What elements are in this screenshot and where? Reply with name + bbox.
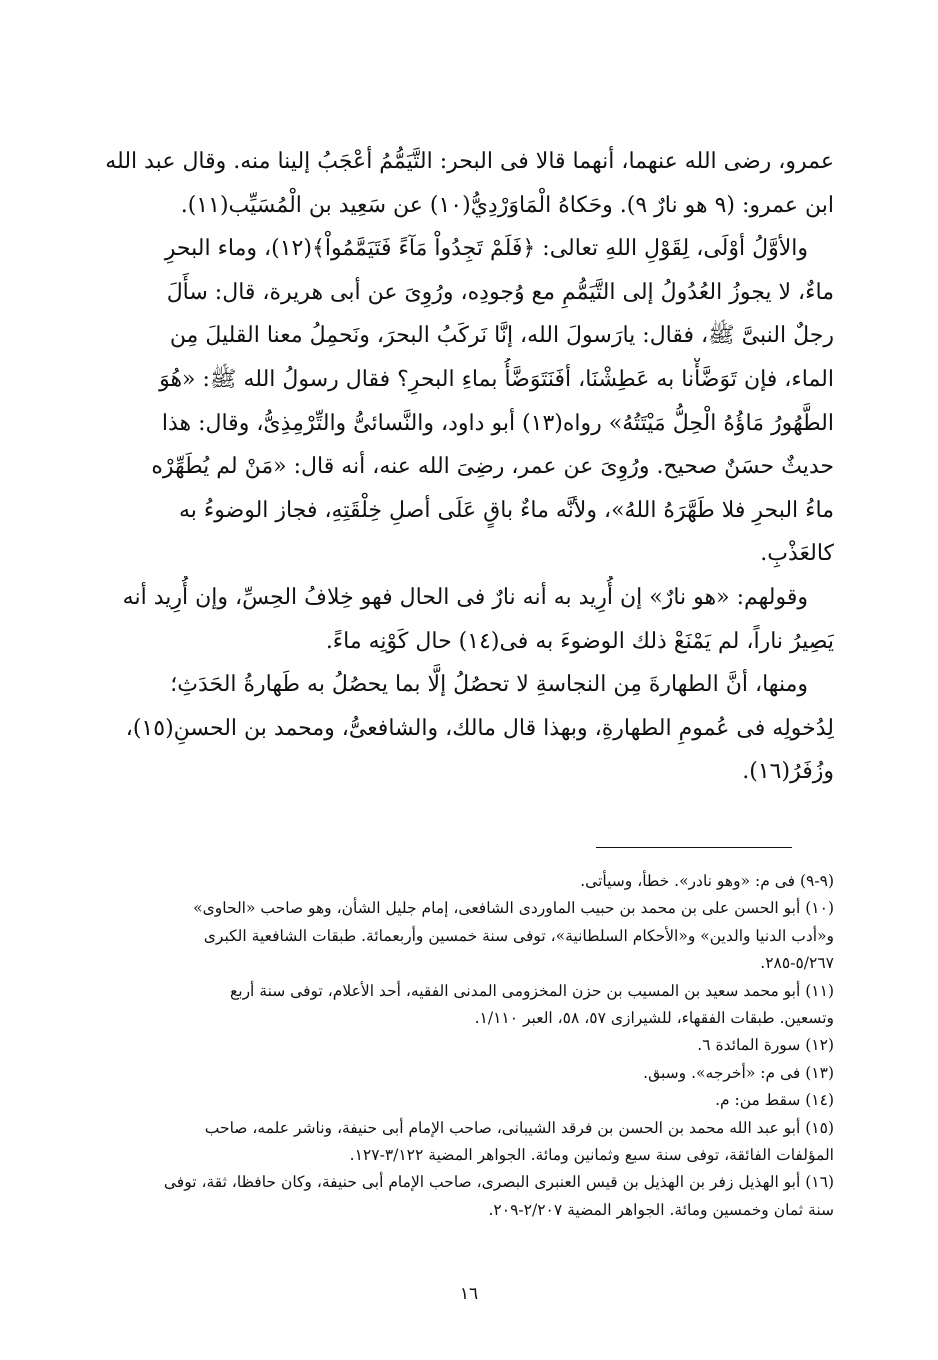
text-line: عمرو، رضى الله عنهما، أنهما قالا فى البحر: التَّيَمُّمُ أعْجَبُ إلينا منه. وقال عبد الله <box>105 149 834 174</box>
footnote-line: ٥/٢٦٧-٢٨٥. <box>760 954 834 973</box>
text-line: رجلٌ النبىَّ ﷺ، فقال: يارَسولَ الله، إنَّا نَركَبُ البحرَ، ونَحمِلُ معنا القليلَ مِن <box>169 323 834 349</box>
text-line: ماءُ البحرِ فلا طَهَّرَهُ اللهُ»، ولأنَّه ماءٌ باقٍ عَلَى أصلِ خِلْقَتِهِ، فجاز الوضوءُ به <box>178 497 834 523</box>
footnote-line: (١٦) أبو الهذيل زفر بن الهذيل بن قيس العنبرى البصرى، صاحب الإمام أبى حنيفة، وكان حافظا، ثقة، توفى <box>163 1173 834 1192</box>
text-line: وقولهم: «هو نارٌ» إن أُرِيد به أنه نارٌ فى الحال فهو خِلافُ الحِسِّ، وإن أُرِيد أنه <box>122 584 808 610</box>
footnote-line: (١٤) سقط من: م. <box>715 1091 834 1110</box>
footnote-line: (١١) أبو محمد سعيد بن المسيب بن حزن المخزومى المدنى الفقيه، أحد الأعلام، توفى سنة أربع <box>230 981 834 1000</box>
text-line: ماءٌ، لا يجوزُ العُدُولُ إلى التَّيَمُّمِ مع وُجودِه، ورُوِىَ عن أبى هريرة، قال: سأَلَ <box>166 279 834 305</box>
footnote-line: و«أدب الدنيا والدين» و«الأحكام السلطانية»، توفى سنة خمسين وأربعمائة. طبقات الشافعية الكبرى <box>203 926 834 945</box>
page-number: ١٦ <box>459 1284 479 1304</box>
text-line: يَصِيرُ ناراً، لم يَمْنَعْ ذلك الوضوءَ به فى(١٤) حال كَوْنِه ماءً. <box>325 628 834 654</box>
footnote-line: (١٣) فى م: «أخرجه». وسبق. <box>643 1063 834 1082</box>
footnote-line: (١٠) أبو الحسن على بن محمد بن حبيب الماوردى الشافعى، إمام جليل الشأن، وهو صاحب «الحاوى» <box>193 899 834 918</box>
footnote-line: المؤلفات الفائقة، توفى سنة سبع وثمانين ومائة. الجواهر المضية ٣/١٢٢-١٢٧. <box>349 1145 834 1164</box>
footnotes <box>94 868 834 1224</box>
text-line: ابن عمرو: (٩ هو نارٌ ٩). وحَكاهُ الْمَاوَرْدِيُّ(١٠) عن سَعِيد بن الْمُسَيِّب(١١). <box>180 192 834 218</box>
text-line: ومنها، أنَّ الطهارةَ مِن النجاسةِ لا تحصُلُ إلَّا بما يحصُلُ به طَهارةُ الحَدَثِ؛ <box>170 672 808 698</box>
footnote-line: (١٢) سورة المائدة ٦. <box>697 1036 834 1055</box>
text-line: حديثٌ حسَنٌ صحيح. ورُوِىَ عن عمر، رضِىَ الله عنه، أنه قال: «مَنْ لم يُطَهِّرْه <box>151 454 834 480</box>
text-line: الماء، فإن تَوَضَّأْنا به عَطِشْنَا، أفَنَتَوَضَّأُ بماءِ البحرِ؟ فقال رسولُ الله ﷺ: «هُوَ <box>159 366 834 392</box>
text-line: وزُفَرُ(١٦). <box>742 759 834 785</box>
footnote-line: سنة ثمان وخمسين ومائة. الجواهر المضية ٢/٢٠٧-٢٠٩. <box>488 1200 834 1219</box>
footnote-line: (٩-٩) فى م: «وهو نادر». خطأ، وسيأتى. <box>580 872 834 890</box>
text-line: الطَّهُورُ مَاؤُهُ الْحِلُّ مَيْتَتُهُ» رواه(١٣) أبو داود، والنَّسائىُّ والتِّرْمِذِىُّ، وقال: هذا <box>161 410 834 436</box>
footnote-line: (١٥) أبو عبد الله محمد بن الحسن بن فرقد الشيبانى، صاحب الإمام أبى حنيفة، وناشر علمه، صاحب <box>204 1118 834 1137</box>
text-line: كالعَذْبِ. <box>760 541 834 567</box>
footnote-line: وتسعين. طبقات الفقهاء، للشيرازى ٥٧، ٥٨، العبر ١/١١٠. <box>474 1008 834 1027</box>
text-line: لِدُخولِه فى عُمومِ الطهارةِ، وبهذا قال مالك، والشافعىُّ، ومحمد بن الحسنِ(١٥)، <box>125 715 834 741</box>
footnote-separator <box>596 847 792 848</box>
main-text <box>94 140 834 794</box>
text-line: والأوَّلُ أوْلَى، لِقَوْلِ اللهِ تعالى: ﴿فَلَمْ تَجِدُواْ مَآءً فَتَيَمَّمُواْ﴾(١٢)، وماء البحرِ <box>164 236 808 262</box>
